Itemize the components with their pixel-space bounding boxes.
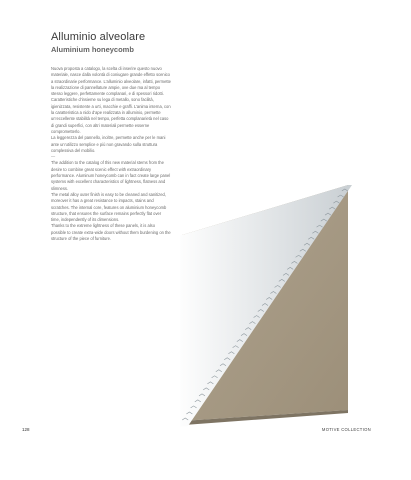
honeycomb-panel-image xyxy=(180,180,360,430)
paragraph-it-3: La leggerezza del pannello, inoltre, permette anche per le mani ante un’utilizzo semplice e più non gravando sulla struttura complessiva del mobilio. xyxy=(51,135,166,153)
collection-name: MOTIVE COLLECTION xyxy=(321,427,371,432)
page-number: 128 xyxy=(22,427,30,432)
paragraph-it-2: Caratteristiche d’insieme su lega di metallo, sono facilità, igienizzata, resistente a urti, macchie e graffi. L’anima interna, con la caratteristica a nido d’ape realizzata in alluminio, permette un’eccellente stabilità nel tempo, perfetta complanarietà nel caso di grandi superfici, con altri materiali permette esserne comprometterlo. xyxy=(51,97,171,134)
paragraph-it-1: Nuova proposta a catalogo, la scelta di inserire questo nuovo materiale, nasce dalla volontà di coniugare grande effetto scenico a straordinarie performance. L’alluminio alveolare, infatti, permette la realizzazione di pannellature ampie, ove due ma al tempo stesso leggere, perfettamente complanari, e di spessori ridotti. xyxy=(51,66,171,97)
paragraph-en-1: The addition to the catalog of this new material stems from the desire to combine great scenic effect with extraordinary performance. Aluminum honeycomb can in fact create large panel systems with excellent characteristics of lightness, flatness and slimness. xyxy=(51,160,171,191)
language-separator: — xyxy=(51,154,56,160)
paragraph-en-2: The metal alloy outer finish is easy to be cleaned and sanitized, moreover it has a great resistance to impacts, stains and scratches. The internal core, features on aluminium honeycomb structure, that ensures the surface remains perfectly flat over time, independently of its dimensions. xyxy=(51,191,167,223)
paragraph-en-3: Thanks to the extreme lightness of these panels, it is also possible to create extra-wide doors without them burdening on the structure of the piece of furniture. xyxy=(51,223,171,242)
body-text xyxy=(51,66,171,242)
page-subtitle: Aluminium honeycomb xyxy=(51,45,134,54)
page-title: Alluminio alveolare xyxy=(51,31,146,43)
